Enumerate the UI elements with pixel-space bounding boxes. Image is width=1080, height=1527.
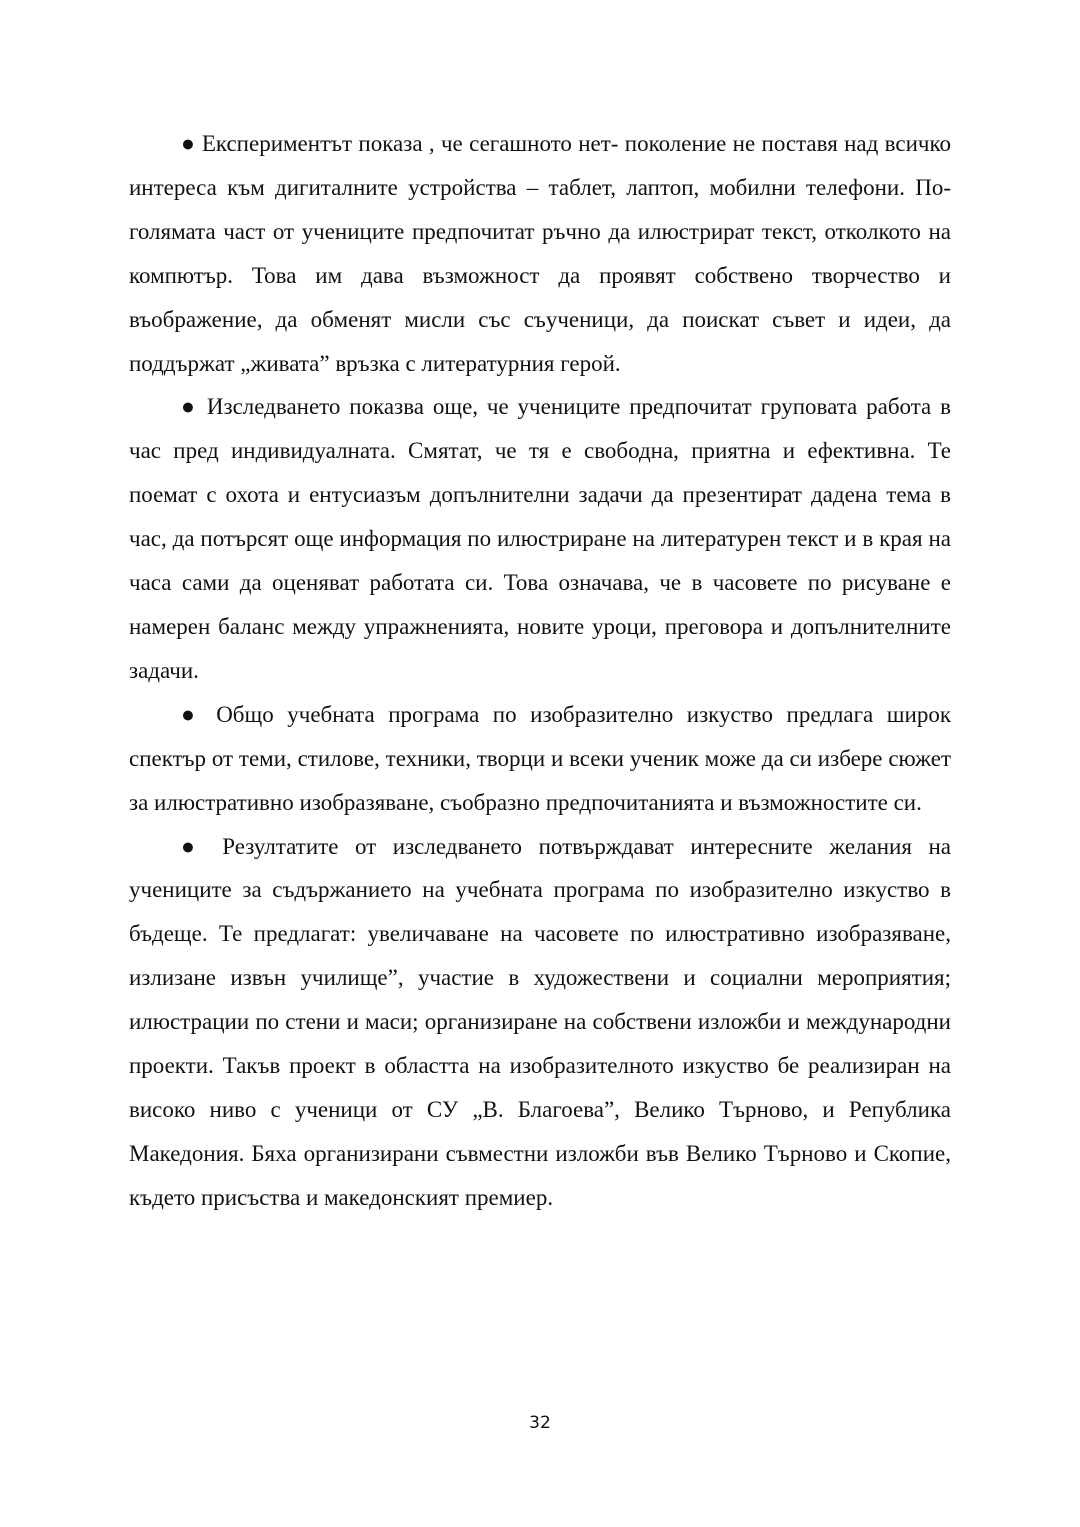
page-number: 32 (529, 1413, 551, 1433)
paragraph-experiment: ● Експериментът показа , че сегашното нет- поколение не поставя над всичко интереса към дигиталните устройства – таблет, лаптоп, мобилни телефони. По-голямата част от учениците предпочитат ръчно да илюстрират текст, отколкото на компютър. Това им дава възможност да проявят собствено творчество и въображение, да обменят мисли със съученици, да поискат съвет и идеи, да поддържат „живата” връзка с литературния герой. (129, 131, 951, 376)
paragraph-curriculum: ● Общо учебната програма по изобразително изкуство предлага широк спектър от теми, стилове, техники, творци и всеки ученик може да си избере сюжет за илюстративно изобразяване, съобразно предпочитанията и възможностите си. (129, 701, 951, 815)
paragraph-results: ● Резултатите от изследването потвърждават интересните желания на учениците за съдържанието на учебната програма по изобразително изкуство в бъдеще. Те предлагат: увеличаване на часовете по илюстративно изобразяване, излизане извън училище”, участие в художествени и социални мероприятия; илюстрации по стени и маси; организиране на собствени изложби и международни проекти. Такъв проект в областта на изобразителното изкуство бе реализиран на високо ниво с ученици от СУ „В. Благоева”, Велико Търново, и Република Македония. Бяха организирани съвместни изложби във Велико Търново и Скопие, където присъства и македонският премиер. (129, 833, 951, 1210)
document-body (129, 122, 951, 1220)
paragraph-research-groupwork: ● Изследването показва още, че учениците предпочитат груповата работа в час пред индивидуалната. Смятат, че тя е свободна, приятна и ефективна. Те поемат с охота и ентусиазъм допълнителни задачи да презентират дадена тема в час, да потърсят още информация по илюстриране на литературен текст и в края на часа сами да оценяват работата си. Това означава, че в часовете по рисуване е намерен баланс между упражненията, новите уроци, преговора и допълнителните задачи. (129, 394, 951, 683)
